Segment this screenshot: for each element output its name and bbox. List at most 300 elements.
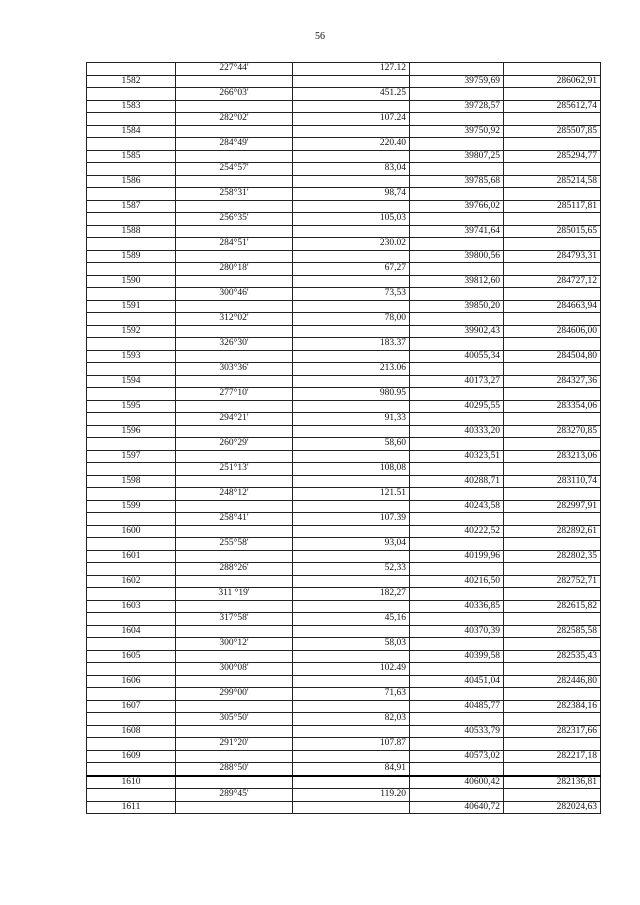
y-coordinate-cell xyxy=(504,488,601,501)
y-coordinate-cell: 283110,74 xyxy=(504,475,601,488)
y-coordinate-cell: 282535,43 xyxy=(504,650,601,663)
table-row xyxy=(87,250,601,263)
bearing-angle-cell: 258°31' xyxy=(176,188,293,201)
y-coordinate-cell xyxy=(504,613,601,626)
y-coordinate-cell xyxy=(504,588,601,601)
distance-cell: 127.12 xyxy=(293,63,410,76)
table-row xyxy=(87,763,601,776)
x-coordinate-cell xyxy=(410,438,504,451)
y-coordinate-cell xyxy=(504,789,601,802)
distance-cell: 52,33 xyxy=(293,563,410,576)
bearing-angle-cell: 255°58' xyxy=(176,538,293,551)
point-number-cell: 1609 xyxy=(87,750,176,763)
y-coordinate-cell: 285294,77 xyxy=(504,150,601,163)
point-number-cell: 1589 xyxy=(87,250,176,263)
point-number-cell: 1582 xyxy=(87,75,176,88)
x-coordinate-cell: 40451,04 xyxy=(410,675,504,688)
point-number-cell: 1600 xyxy=(87,525,176,538)
x-coordinate-cell xyxy=(410,88,504,101)
point-number-cell: 1602 xyxy=(87,575,176,588)
table-row xyxy=(87,225,601,238)
point-number-cell: 1606 xyxy=(87,675,176,688)
bearing-angle-cell: 294°21' xyxy=(176,413,293,426)
table-row xyxy=(87,150,601,163)
distance-cell xyxy=(293,776,410,789)
x-coordinate-cell: 39850,20 xyxy=(410,300,504,313)
bearing-angle-cell xyxy=(176,325,293,338)
y-coordinate-cell: 282317,66 xyxy=(504,725,601,738)
point-number-cell: 1610 xyxy=(87,776,176,789)
distance-cell: 58,60 xyxy=(293,438,410,451)
y-coordinate-cell: 284663,94 xyxy=(504,300,601,313)
x-coordinate-cell: 40323,51 xyxy=(410,450,504,463)
bearing-angle-cell: 299°00' xyxy=(176,688,293,701)
distance-cell xyxy=(293,600,410,613)
table-row xyxy=(87,275,601,288)
y-coordinate-cell xyxy=(504,163,601,176)
point-number-cell xyxy=(87,263,176,276)
point-number-cell: 1583 xyxy=(87,100,176,113)
point-number-cell xyxy=(87,288,176,301)
point-number-cell: 1597 xyxy=(87,450,176,463)
bearing-angle-cell: 291°20' xyxy=(176,738,293,751)
table-row xyxy=(87,750,601,763)
point-number-cell: 1611 xyxy=(87,801,176,814)
distance-cell xyxy=(293,725,410,738)
point-number-cell xyxy=(87,663,176,676)
distance-cell xyxy=(293,300,410,313)
y-coordinate-cell xyxy=(504,188,601,201)
y-coordinate-cell: 284327,36 xyxy=(504,375,601,388)
table-row xyxy=(87,638,601,651)
point-number-cell xyxy=(87,789,176,802)
point-number-cell xyxy=(87,338,176,351)
bearing-angle-cell xyxy=(176,776,293,789)
x-coordinate-cell: 39766,02 xyxy=(410,200,504,213)
x-coordinate-cell xyxy=(410,663,504,676)
distance-cell xyxy=(293,475,410,488)
x-coordinate-cell: 39741,64 xyxy=(410,225,504,238)
x-coordinate-cell: 40333,20 xyxy=(410,425,504,438)
distance-cell: 91,33 xyxy=(293,413,410,426)
y-coordinate-cell xyxy=(504,288,601,301)
point-number-cell: 1586 xyxy=(87,175,176,188)
table-row xyxy=(87,313,601,326)
x-coordinate-cell: 39759,69 xyxy=(410,75,504,88)
table-row xyxy=(87,400,601,413)
bearing-angle-cell xyxy=(176,100,293,113)
bearing-angle-cell xyxy=(176,750,293,763)
bearing-angle-cell: 227°44' xyxy=(176,63,293,76)
y-coordinate-cell: 282615,82 xyxy=(504,600,601,613)
y-coordinate-cell xyxy=(504,663,601,676)
point-number-cell xyxy=(87,163,176,176)
x-coordinate-cell: 40222,52 xyxy=(410,525,504,538)
bearing-angle-cell xyxy=(176,200,293,213)
distance-cell xyxy=(293,175,410,188)
bearing-angle-cell xyxy=(176,700,293,713)
point-number-cell: 1587 xyxy=(87,200,176,213)
point-number-cell xyxy=(87,613,176,626)
distance-cell: 182,27 xyxy=(293,588,410,601)
y-coordinate-cell xyxy=(504,113,601,126)
y-coordinate-cell: 284727,12 xyxy=(504,275,601,288)
bearing-angle-cell xyxy=(176,125,293,138)
x-coordinate-cell: 39807,25 xyxy=(410,150,504,163)
point-number-cell xyxy=(87,588,176,601)
x-coordinate-cell xyxy=(410,738,504,751)
table-row xyxy=(87,438,601,451)
x-coordinate-cell: 40573,02 xyxy=(410,750,504,763)
distance-cell: 67,27 xyxy=(293,263,410,276)
y-coordinate-cell: 282802,35 xyxy=(504,550,601,563)
distance-cell: 119.20 xyxy=(293,789,410,802)
coordinates-table-body xyxy=(87,63,601,814)
point-number-cell: 1601 xyxy=(87,550,176,563)
table-row xyxy=(87,600,601,613)
y-coordinate-cell: 282136,81 xyxy=(504,776,601,789)
x-coordinate-cell xyxy=(410,313,504,326)
table-row xyxy=(87,488,601,501)
y-coordinate-cell: 282752,71 xyxy=(504,575,601,588)
point-number-cell xyxy=(87,413,176,426)
y-coordinate-cell xyxy=(504,713,601,726)
table-row xyxy=(87,413,601,426)
point-number-cell xyxy=(87,713,176,726)
distance-cell xyxy=(293,150,410,163)
table-row xyxy=(87,363,601,376)
distance-cell xyxy=(293,450,410,463)
table-row xyxy=(87,163,601,176)
bearing-angle-cell xyxy=(176,500,293,513)
point-number-cell xyxy=(87,63,176,76)
x-coordinate-cell: 39750,92 xyxy=(410,125,504,138)
y-coordinate-cell xyxy=(504,338,601,351)
table-row xyxy=(87,675,601,688)
table-row xyxy=(87,500,601,513)
point-number-cell xyxy=(87,388,176,401)
point-number-cell xyxy=(87,563,176,576)
x-coordinate-cell xyxy=(410,588,504,601)
distance-cell: 451.25 xyxy=(293,88,410,101)
y-coordinate-cell: 284606,00 xyxy=(504,325,601,338)
table-row xyxy=(87,138,601,151)
x-coordinate-cell: 40199,96 xyxy=(410,550,504,563)
bearing-angle-cell: 284°49' xyxy=(176,138,293,151)
table-row xyxy=(87,475,601,488)
table-row xyxy=(87,75,601,88)
bearing-angle-cell: 300°08' xyxy=(176,663,293,676)
x-coordinate-cell xyxy=(410,613,504,626)
point-number-cell xyxy=(87,638,176,651)
bearing-angle-cell xyxy=(176,350,293,363)
x-coordinate-cell: 39812,60 xyxy=(410,275,504,288)
bearing-angle-cell: 282°02' xyxy=(176,113,293,126)
x-coordinate-cell xyxy=(410,638,504,651)
x-coordinate-cell xyxy=(410,363,504,376)
table-row xyxy=(87,125,601,138)
distance-cell xyxy=(293,275,410,288)
distance-cell: 980.95 xyxy=(293,388,410,401)
point-number-cell: 1595 xyxy=(87,400,176,413)
y-coordinate-cell xyxy=(504,263,601,276)
x-coordinate-cell xyxy=(410,213,504,226)
table-row xyxy=(87,575,601,588)
bearing-angle-cell: 280°18' xyxy=(176,263,293,276)
point-number-cell: 1607 xyxy=(87,700,176,713)
y-coordinate-cell: 282384,16 xyxy=(504,700,601,713)
point-number-cell xyxy=(87,738,176,751)
distance-cell xyxy=(293,100,410,113)
table-row xyxy=(87,63,601,76)
table-row xyxy=(87,375,601,388)
point-number-cell: 1592 xyxy=(87,325,176,338)
point-number-cell: 1604 xyxy=(87,625,176,638)
bearing-angle-cell: 277°10' xyxy=(176,388,293,401)
distance-cell: 108,08 xyxy=(293,463,410,476)
bearing-angle-cell: 288°26' xyxy=(176,563,293,576)
y-coordinate-cell xyxy=(504,313,601,326)
bearing-angle-cell xyxy=(176,725,293,738)
point-number-cell: 1584 xyxy=(87,125,176,138)
table-row xyxy=(87,263,601,276)
distance-cell: 213.06 xyxy=(293,363,410,376)
y-coordinate-cell xyxy=(504,88,601,101)
y-coordinate-cell xyxy=(504,538,601,551)
point-number-cell xyxy=(87,688,176,701)
distance-cell xyxy=(293,801,410,814)
page-number: 56 xyxy=(315,31,325,42)
bearing-angle-cell xyxy=(176,275,293,288)
bearing-angle-cell: 300°46' xyxy=(176,288,293,301)
x-coordinate-cell xyxy=(410,488,504,501)
x-coordinate-cell xyxy=(410,563,504,576)
table-row xyxy=(87,450,601,463)
point-number-cell: 1585 xyxy=(87,150,176,163)
x-coordinate-cell xyxy=(410,688,504,701)
bearing-angle-cell xyxy=(176,600,293,613)
y-coordinate-cell xyxy=(504,238,601,251)
x-coordinate-cell xyxy=(410,288,504,301)
bearing-angle-cell xyxy=(176,525,293,538)
distance-cell: 58,03 xyxy=(293,638,410,651)
point-number-cell: 1608 xyxy=(87,725,176,738)
table-row xyxy=(87,463,601,476)
distance-cell xyxy=(293,250,410,263)
table-row xyxy=(87,801,601,814)
point-number-cell: 1591 xyxy=(87,300,176,313)
distance-cell: 45,16 xyxy=(293,613,410,626)
point-number-cell xyxy=(87,138,176,151)
table-row xyxy=(87,300,601,313)
x-coordinate-cell: 39785,68 xyxy=(410,175,504,188)
y-coordinate-cell xyxy=(504,463,601,476)
table-row xyxy=(87,200,601,213)
point-number-cell xyxy=(87,238,176,251)
table-row xyxy=(87,513,601,526)
bearing-angle-cell: 312°02' xyxy=(176,313,293,326)
point-number-cell: 1598 xyxy=(87,475,176,488)
distance-cell: 78,00 xyxy=(293,313,410,326)
bearing-angle-cell xyxy=(176,75,293,88)
table-row xyxy=(87,113,601,126)
distance-cell: 105,03 xyxy=(293,213,410,226)
x-coordinate-cell xyxy=(410,713,504,726)
bearing-angle-cell: 258°41' xyxy=(176,513,293,526)
distance-cell: 121.51 xyxy=(293,488,410,501)
distance-cell xyxy=(293,225,410,238)
x-coordinate-cell: 40370,39 xyxy=(410,625,504,638)
y-coordinate-cell xyxy=(504,138,601,151)
distance-cell xyxy=(293,700,410,713)
bearing-angle-cell: 254°57' xyxy=(176,163,293,176)
distance-cell: 71,63 xyxy=(293,688,410,701)
y-coordinate-cell: 282997,91 xyxy=(504,500,601,513)
table-row xyxy=(87,188,601,201)
distance-cell xyxy=(293,575,410,588)
point-number-cell xyxy=(87,363,176,376)
y-coordinate-cell xyxy=(504,388,601,401)
point-number-cell: 1605 xyxy=(87,650,176,663)
y-coordinate-cell xyxy=(504,438,601,451)
distance-cell: 183.37 xyxy=(293,338,410,351)
y-coordinate-cell xyxy=(504,413,601,426)
point-number-cell: 1594 xyxy=(87,375,176,388)
bearing-angle-cell xyxy=(176,375,293,388)
x-coordinate-cell: 40243,58 xyxy=(410,500,504,513)
bearing-angle-cell xyxy=(176,225,293,238)
x-coordinate-cell: 40485,77 xyxy=(410,700,504,713)
bearing-angle-cell xyxy=(176,801,293,814)
distance-cell: 107.87 xyxy=(293,738,410,751)
table-row xyxy=(87,538,601,551)
bearing-angle-cell: 256°35' xyxy=(176,213,293,226)
y-coordinate-cell xyxy=(504,563,601,576)
coordinates-table xyxy=(86,62,601,814)
point-number-cell: 1593 xyxy=(87,350,176,363)
y-coordinate-cell: 282585,58 xyxy=(504,625,601,638)
distance-cell: 230.02 xyxy=(293,238,410,251)
table-row xyxy=(87,525,601,538)
x-coordinate-cell xyxy=(410,238,504,251)
bearing-angle-cell xyxy=(176,400,293,413)
point-number-cell xyxy=(87,463,176,476)
table-row xyxy=(87,88,601,101)
y-coordinate-cell xyxy=(504,738,601,751)
bearing-angle-cell xyxy=(176,450,293,463)
table-row xyxy=(87,238,601,251)
table-row xyxy=(87,100,601,113)
bearing-angle-cell xyxy=(176,150,293,163)
x-coordinate-cell xyxy=(410,113,504,126)
distance-cell xyxy=(293,350,410,363)
distance-cell: 102.49 xyxy=(293,663,410,676)
table-row xyxy=(87,388,601,401)
bearing-angle-cell xyxy=(176,575,293,588)
y-coordinate-cell: 282217,18 xyxy=(504,750,601,763)
table-row xyxy=(87,625,601,638)
distance-cell: 83,04 xyxy=(293,163,410,176)
y-coordinate-cell xyxy=(504,513,601,526)
point-number-cell: 1599 xyxy=(87,500,176,513)
bearing-angle-cell xyxy=(176,300,293,313)
x-coordinate-cell: 39800,56 xyxy=(410,250,504,263)
bearing-angle-cell: 266°03' xyxy=(176,88,293,101)
point-number-cell xyxy=(87,488,176,501)
x-coordinate-cell xyxy=(410,263,504,276)
x-coordinate-cell: 40399,58 xyxy=(410,650,504,663)
table-row xyxy=(87,789,601,802)
y-coordinate-cell xyxy=(504,688,601,701)
y-coordinate-cell xyxy=(504,213,601,226)
x-coordinate-cell xyxy=(410,789,504,802)
y-coordinate-cell: 285507,85 xyxy=(504,125,601,138)
bearing-angle-cell: 260°29' xyxy=(176,438,293,451)
point-number-cell: 1590 xyxy=(87,275,176,288)
x-coordinate-cell xyxy=(410,463,504,476)
y-coordinate-cell: 285612,74 xyxy=(504,100,601,113)
bearing-angle-cell xyxy=(176,175,293,188)
bearing-angle-cell: 300°12' xyxy=(176,638,293,651)
x-coordinate-cell xyxy=(410,538,504,551)
table-row xyxy=(87,738,601,751)
x-coordinate-cell: 40640,72 xyxy=(410,801,504,814)
y-coordinate-cell xyxy=(504,638,601,651)
distance-cell xyxy=(293,400,410,413)
bearing-angle-cell xyxy=(176,250,293,263)
y-coordinate-cell: 283213,06 xyxy=(504,450,601,463)
bearing-angle-cell: 311 °19' xyxy=(176,588,293,601)
bearing-angle-cell xyxy=(176,675,293,688)
table-row xyxy=(87,613,601,626)
distance-cell xyxy=(293,675,410,688)
y-coordinate-cell xyxy=(504,363,601,376)
y-coordinate-cell: 285117,81 xyxy=(504,200,601,213)
x-coordinate-cell: 39902,43 xyxy=(410,325,504,338)
distance-cell: 98,74 xyxy=(293,188,410,201)
distance-cell xyxy=(293,750,410,763)
y-coordinate-cell: 285015,65 xyxy=(504,225,601,238)
distance-cell: 107.24 xyxy=(293,113,410,126)
table-row xyxy=(87,725,601,738)
table-row xyxy=(87,713,601,726)
y-coordinate-cell: 285214,58 xyxy=(504,175,601,188)
bearing-angle-cell xyxy=(176,550,293,563)
table-row xyxy=(87,776,601,789)
bearing-angle-cell: 303°36' xyxy=(176,363,293,376)
distance-cell xyxy=(293,525,410,538)
table-row xyxy=(87,588,601,601)
y-coordinate-cell: 282446,80 xyxy=(504,675,601,688)
x-coordinate-cell xyxy=(410,138,504,151)
table-row xyxy=(87,350,601,363)
x-coordinate-cell: 40600,42 xyxy=(410,776,504,789)
point-number-cell: 1603 xyxy=(87,600,176,613)
table-row xyxy=(87,338,601,351)
distance-cell xyxy=(293,550,410,563)
y-coordinate-cell: 284793,31 xyxy=(504,250,601,263)
bearing-angle-cell: 284°51' xyxy=(176,238,293,251)
bearing-angle-cell: 289°45' xyxy=(176,789,293,802)
point-number-cell: 1588 xyxy=(87,225,176,238)
x-coordinate-cell: 40533,79 xyxy=(410,725,504,738)
bearing-angle-cell: 317°58' xyxy=(176,613,293,626)
point-number-cell xyxy=(87,213,176,226)
table-row xyxy=(87,550,601,563)
table-row xyxy=(87,688,601,701)
bearing-angle-cell xyxy=(176,650,293,663)
y-coordinate-cell: 283354,06 xyxy=(504,400,601,413)
